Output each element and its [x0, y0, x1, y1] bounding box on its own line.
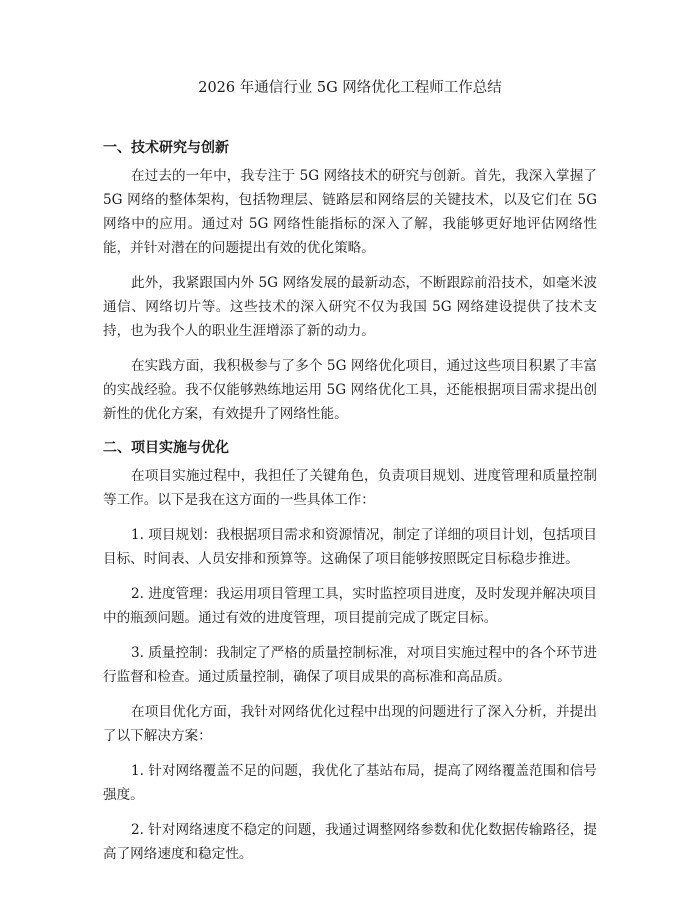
list-item: 2. 进度管理：我运用项目管理工具，实时监控项目进度，及时发现并解决项目中的瓶颈问题。通过有效的进度管理，项目提前完成了既定目标。: [103, 586, 597, 626]
paragraph: 在项目优化方面，我针对网络优化过程中出现的问题进行了深入分析，并提出了以下解决方案：: [103, 704, 597, 744]
list-item: 3. 质量控制：我制定了严格的质量控制标准，对项目实施过程中的各个环节进行监督和检查。通过质量控制，确保了项目成果的高标准和高品质。: [103, 645, 597, 685]
section-heading: 一、技术研究与创新: [103, 140, 229, 156]
list-item: 1. 项目规划：我根据项目需求和资源情况，制定了详细的项目计划，包括项目目标、时间表、人员安排和预算等。这确保了项目能够按照既定目标稳步推进。: [103, 527, 597, 567]
document-title: 2026 年通信行业 5G 网络优化工程师工作总结: [198, 80, 502, 96]
list-item: 2. 针对网络速度不稳定的问题，我通过调整网络参数和优化数据传输路径，提高了网络速度和稳定性。: [103, 822, 597, 862]
section-heading: 二、项目实施与优化: [103, 440, 229, 456]
section-tech-research: [103, 138, 597, 426]
section-project-implementation: [103, 438, 597, 866]
paragraph: 在实践方面，我积极参与了多个 5G 网络优化项目，通过这些项目积累了丰富的实战经验。我不仅能够熟练地运用 5G 网络优化工具，还能根据项目需求提出创新性的优化方案，有效提升了网络性能。: [103, 358, 597, 422]
paragraph: 此外，我紧跟国内外 5G 网络发展的最新动态，不断跟踪前沿技术，如毫米波通信、网络切片等。这些技术的深入研究不仅为我国 5G 网络建设提供了技术支持，也为我个人的职业生涯增添了新的动力。: [103, 275, 597, 339]
list-item: 1. 针对网络覆盖不足的问题，我优化了基站布局，提高了网络覆盖范围和信号强度。: [103, 763, 597, 803]
paragraph: 在项目实施过程中，我担任了关键角色，负责项目规划、进度管理和质量控制等工作。以下是我在这方面的一些具体工作：: [103, 468, 597, 508]
paragraph: 在过去的一年中，我专注于 5G 网络技术的研究与创新。首先，我深入掌握了 5G 网络的整体架构，包括物理层、链路层和网络层的关键技术，以及它们在 5G 网络中的应用。通过对 5G 网络性能指标的深入了解，我能够更好地评估网络性能，并针对潜在的问题提出有效的优化策略。: [103, 168, 597, 256]
